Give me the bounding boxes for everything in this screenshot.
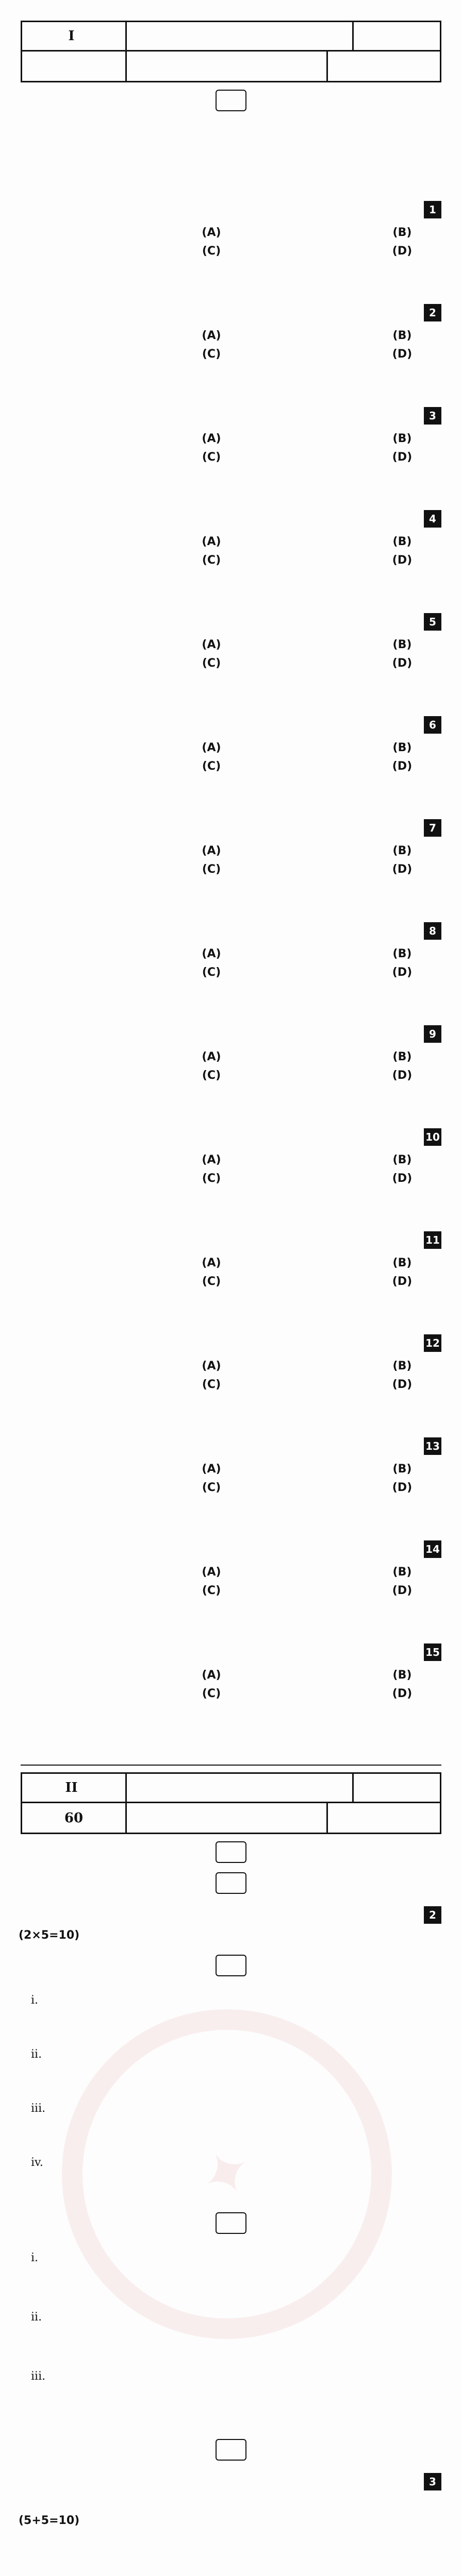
option-letter: (B)	[392, 535, 412, 548]
option-letter: (C)	[202, 1378, 221, 1391]
option-c[interactable]	[36, 551, 222, 570]
option-letter: (B)	[392, 226, 412, 239]
options-grid	[31, 533, 412, 570]
question-number: 15	[424, 1643, 441, 1661]
option-letter: (D)	[392, 1584, 412, 1597]
question-text	[22, 510, 419, 528]
option-letter: (D)	[392, 1481, 412, 1494]
instructions	[26, 124, 436, 194]
option-letter: (B)	[392, 638, 412, 651]
option-a[interactable]	[36, 945, 222, 963]
option-letter: (C)	[202, 554, 221, 567]
options-grid	[31, 1563, 412, 1600]
board-year-cell	[125, 22, 352, 50]
time-cell	[326, 1803, 440, 1833]
option-letter: (A)	[202, 1050, 221, 1063]
instruction-line	[26, 176, 436, 194]
option-letter: (D)	[392, 657, 412, 670]
options-grid	[31, 1048, 412, 1085]
option-letter: (B)	[392, 432, 412, 445]
couplet-line	[62, 2178, 412, 2198]
question-number: 14	[424, 1540, 441, 1558]
option-b[interactable]	[227, 1357, 412, 1376]
paper-number: I	[68, 28, 75, 44]
instruction-line	[26, 159, 436, 176]
option-letter: (B)	[392, 1463, 412, 1476]
option-d[interactable]	[227, 551, 412, 570]
option-b[interactable]	[227, 1460, 412, 1479]
option-a[interactable]	[36, 430, 222, 448]
option-d[interactable]	[227, 963, 412, 982]
option-letter: (D)	[392, 1069, 412, 1082]
option-d[interactable]	[227, 1685, 412, 1703]
option-letter: (C)	[202, 1275, 221, 1288]
section-label	[0, 1875, 462, 1891]
option-d[interactable]	[227, 654, 412, 673]
item-numeral: iii.	[31, 2102, 46, 2115]
option-a[interactable]	[36, 1048, 222, 1066]
options-grid	[31, 945, 412, 982]
option-d[interactable]	[227, 242, 412, 261]
question-text	[22, 1334, 419, 1352]
item-numeral: ii.	[31, 2048, 42, 2061]
question-number: 1	[424, 201, 441, 218]
option-a[interactable]	[36, 1357, 222, 1376]
question-text	[22, 1231, 419, 1249]
option-b[interactable]	[227, 945, 412, 963]
subject-cell	[352, 1774, 440, 1802]
couplet-line	[62, 2251, 412, 2272]
options-grid	[31, 327, 412, 364]
option-letter: (A)	[202, 432, 221, 445]
question-number: 10	[424, 1128, 441, 1146]
option-letter: (C)	[202, 966, 221, 979]
total-marks-cell	[22, 52, 125, 81]
item-numeral: iv.	[31, 2156, 43, 2169]
question-number: 12	[424, 1334, 441, 1352]
question-number: 2	[424, 304, 441, 321]
option-b[interactable]	[227, 1563, 412, 1582]
option-letter: (A)	[202, 1566, 221, 1579]
question-text	[22, 922, 419, 940]
option-c[interactable]	[36, 242, 222, 261]
option-letter: (D)	[392, 863, 412, 876]
option-letter: (D)	[392, 348, 412, 361]
option-a[interactable]	[36, 636, 222, 654]
couplet-line	[62, 2048, 412, 2069]
option-c[interactable]	[36, 1582, 222, 1600]
option-d[interactable]	[227, 1582, 412, 1600]
option-letter: (B)	[392, 1360, 412, 1372]
paper-number-cell	[22, 22, 125, 50]
option-letter: (A)	[202, 638, 221, 651]
couplet-line	[62, 2392, 412, 2412]
option-letter: (B)	[392, 741, 412, 754]
option-letter: (A)	[202, 741, 221, 754]
question-text	[22, 407, 419, 425]
option-letter: (C)	[202, 1481, 221, 1494]
option-d[interactable]	[227, 1376, 412, 1394]
option-c[interactable]	[36, 1170, 222, 1188]
question-text	[22, 1540, 419, 1558]
option-letter: (A)	[202, 329, 221, 342]
couplet-line	[62, 2332, 412, 2353]
options-grid	[31, 636, 412, 673]
couplet-line	[62, 2102, 412, 2123]
options-grid	[31, 842, 412, 879]
section-type-cell	[125, 52, 326, 81]
couplet-line	[62, 2311, 412, 2331]
option-d[interactable]	[227, 1170, 412, 1188]
option-a[interactable]	[36, 533, 222, 551]
option-b[interactable]	[227, 1048, 412, 1066]
option-letter: (D)	[392, 966, 412, 979]
board-year-cell	[125, 1774, 352, 1802]
time-cell	[326, 52, 440, 81]
group-label	[0, 1844, 462, 1860]
option-c[interactable]	[36, 963, 222, 982]
options-grid	[31, 1460, 412, 1497]
item-numeral: iii.	[31, 2370, 46, 2383]
group-label	[0, 93, 462, 108]
option-letter: (D)	[392, 554, 412, 567]
option-letter: (D)	[392, 760, 412, 773]
option-c[interactable]	[36, 1685, 222, 1703]
option-letter: (D)	[392, 1687, 412, 1700]
option-b[interactable]	[227, 739, 412, 757]
option-d[interactable]	[227, 860, 412, 879]
question-number: 2	[424, 1906, 441, 1924]
option-letter: (C)	[202, 1069, 221, 1082]
option-letter: (C)	[202, 451, 221, 464]
option-letter: (D)	[392, 451, 412, 464]
option-c[interactable]	[36, 345, 222, 364]
option-a[interactable]	[36, 1460, 222, 1479]
option-d[interactable]	[227, 1066, 412, 1085]
question-text	[22, 1437, 419, 1455]
option-a[interactable]	[36, 1151, 222, 1170]
option-letter: (C)	[202, 657, 221, 670]
option-letter: (B)	[392, 1669, 412, 1682]
divider	[21, 1765, 441, 1766]
option-b[interactable]	[227, 1151, 412, 1170]
option-letter: (C)	[202, 245, 221, 258]
option-letter: (B)	[392, 1566, 412, 1579]
option-letter: (C)	[202, 863, 221, 876]
instruction-line	[26, 124, 436, 141]
option-b[interactable]	[227, 1666, 412, 1685]
option-letter: (A)	[202, 844, 221, 857]
couplet-line	[62, 2273, 412, 2294]
option-b[interactable]	[227, 1254, 412, 1273]
option-letter: (B)	[392, 1154, 412, 1166]
option-d[interactable]	[227, 448, 412, 467]
option-d[interactable]	[227, 757, 412, 776]
question-number: 3	[424, 2473, 441, 2490]
options-grid	[31, 430, 412, 467]
nazm-label	[0, 1958, 462, 1973]
option-letter: (B)	[392, 947, 412, 960]
option-letter: (D)	[392, 1172, 412, 1185]
paper-number-cell	[22, 1774, 125, 1802]
option-c[interactable]	[36, 860, 222, 879]
options-grid	[31, 1357, 412, 1394]
option-b[interactable]	[227, 636, 412, 654]
option-letter: (C)	[202, 1584, 221, 1597]
couplet-line	[62, 1994, 412, 2014]
question-text	[22, 2473, 419, 2490]
option-a[interactable]	[36, 739, 222, 757]
question-text	[22, 1906, 419, 1924]
option-a[interactable]	[36, 224, 222, 242]
section-type-cell	[125, 1803, 326, 1833]
option-letter: (C)	[202, 1172, 221, 1185]
couplet-line	[62, 2015, 412, 2036]
question-number: 3	[424, 407, 441, 425]
paper-header-2-bottom	[21, 1803, 441, 1834]
option-c[interactable]	[36, 757, 222, 776]
options-grid	[31, 739, 412, 776]
option-a[interactable]	[36, 327, 222, 345]
option-letter: (D)	[392, 1275, 412, 1288]
question-number: 4	[424, 510, 441, 528]
option-c[interactable]	[36, 1273, 222, 1291]
paper-header-bottom	[21, 52, 441, 82]
option-b[interactable]	[227, 842, 412, 860]
options-grid	[31, 1151, 412, 1188]
question-text	[22, 613, 419, 631]
option-c[interactable]	[36, 1066, 222, 1085]
question-text	[22, 304, 419, 321]
instruction-line	[26, 141, 436, 159]
watermark-logo: ✦	[62, 2009, 392, 2339]
option-letter: (A)	[202, 226, 221, 239]
options-grid	[31, 1666, 412, 1703]
option-letter: (A)	[202, 1154, 221, 1166]
option-letter: (A)	[202, 1463, 221, 1476]
question-number: 5	[424, 613, 441, 631]
option-c[interactable]	[36, 654, 222, 673]
question-text	[22, 201, 419, 218]
question-number: 9	[424, 1025, 441, 1043]
question-number: 11	[424, 1231, 441, 1249]
options-grid	[31, 1254, 412, 1291]
option-b[interactable]	[227, 430, 412, 448]
option-letter: (A)	[202, 535, 221, 548]
paper-number: II	[65, 1780, 78, 1795]
option-letter: (A)	[202, 1669, 221, 1682]
question-text	[22, 1128, 419, 1146]
options-grid	[31, 224, 412, 261]
item-numeral: ii.	[31, 2311, 42, 2324]
couplet-line	[62, 2124, 412, 2144]
option-b[interactable]	[227, 327, 412, 345]
option-a[interactable]	[36, 1254, 222, 1273]
question-number: 7	[424, 819, 441, 837]
item-numeral: i.	[31, 1994, 39, 2007]
marks-label: (5+5=10)	[19, 2514, 80, 2527]
question-number: 6	[424, 716, 441, 734]
option-letter: (D)	[392, 1378, 412, 1391]
item-numeral: i.	[31, 2251, 39, 2264]
option-a[interactable]	[36, 1563, 222, 1582]
option-d[interactable]	[227, 345, 412, 364]
marks-label: (2×5=10)	[19, 1929, 80, 1942]
option-letter: (B)	[392, 1050, 412, 1063]
option-letter: (A)	[202, 1257, 221, 1269]
option-d[interactable]	[227, 1273, 412, 1291]
option-b[interactable]	[227, 533, 412, 551]
paper-header-top	[21, 21, 441, 52]
option-a[interactable]	[36, 842, 222, 860]
question-text	[22, 716, 419, 734]
option-letter: (C)	[202, 1687, 221, 1700]
option-c[interactable]	[36, 1479, 222, 1497]
option-letter: (D)	[392, 245, 412, 258]
couplet-line	[62, 2156, 412, 2177]
subject-cell	[352, 22, 440, 50]
option-letter: (B)	[392, 844, 412, 857]
option-letter: (B)	[392, 1257, 412, 1269]
question-text	[22, 1643, 419, 1661]
section-label	[0, 2442, 462, 2458]
couplet-line	[62, 2370, 412, 2391]
option-letter: (C)	[202, 348, 221, 361]
option-letter: (A)	[202, 1360, 221, 1372]
option-c[interactable]	[36, 1376, 222, 1394]
option-letter: (B)	[392, 329, 412, 342]
option-c[interactable]	[36, 448, 222, 467]
couplet-line	[62, 2070, 412, 2090]
ghazal-label	[0, 2215, 462, 2231]
question-number: 8	[424, 922, 441, 940]
option-d[interactable]	[227, 1479, 412, 1497]
option-letter: (C)	[202, 760, 221, 773]
option-b[interactable]	[227, 224, 412, 242]
option-a[interactable]	[36, 1666, 222, 1685]
total-marks-cell: 60	[64, 1810, 84, 1826]
question-text	[22, 1025, 419, 1043]
question-text	[22, 819, 419, 837]
question-number: 13	[424, 1437, 441, 1455]
paper-header-2-top	[21, 1772, 441, 1803]
option-letter: (A)	[202, 947, 221, 960]
